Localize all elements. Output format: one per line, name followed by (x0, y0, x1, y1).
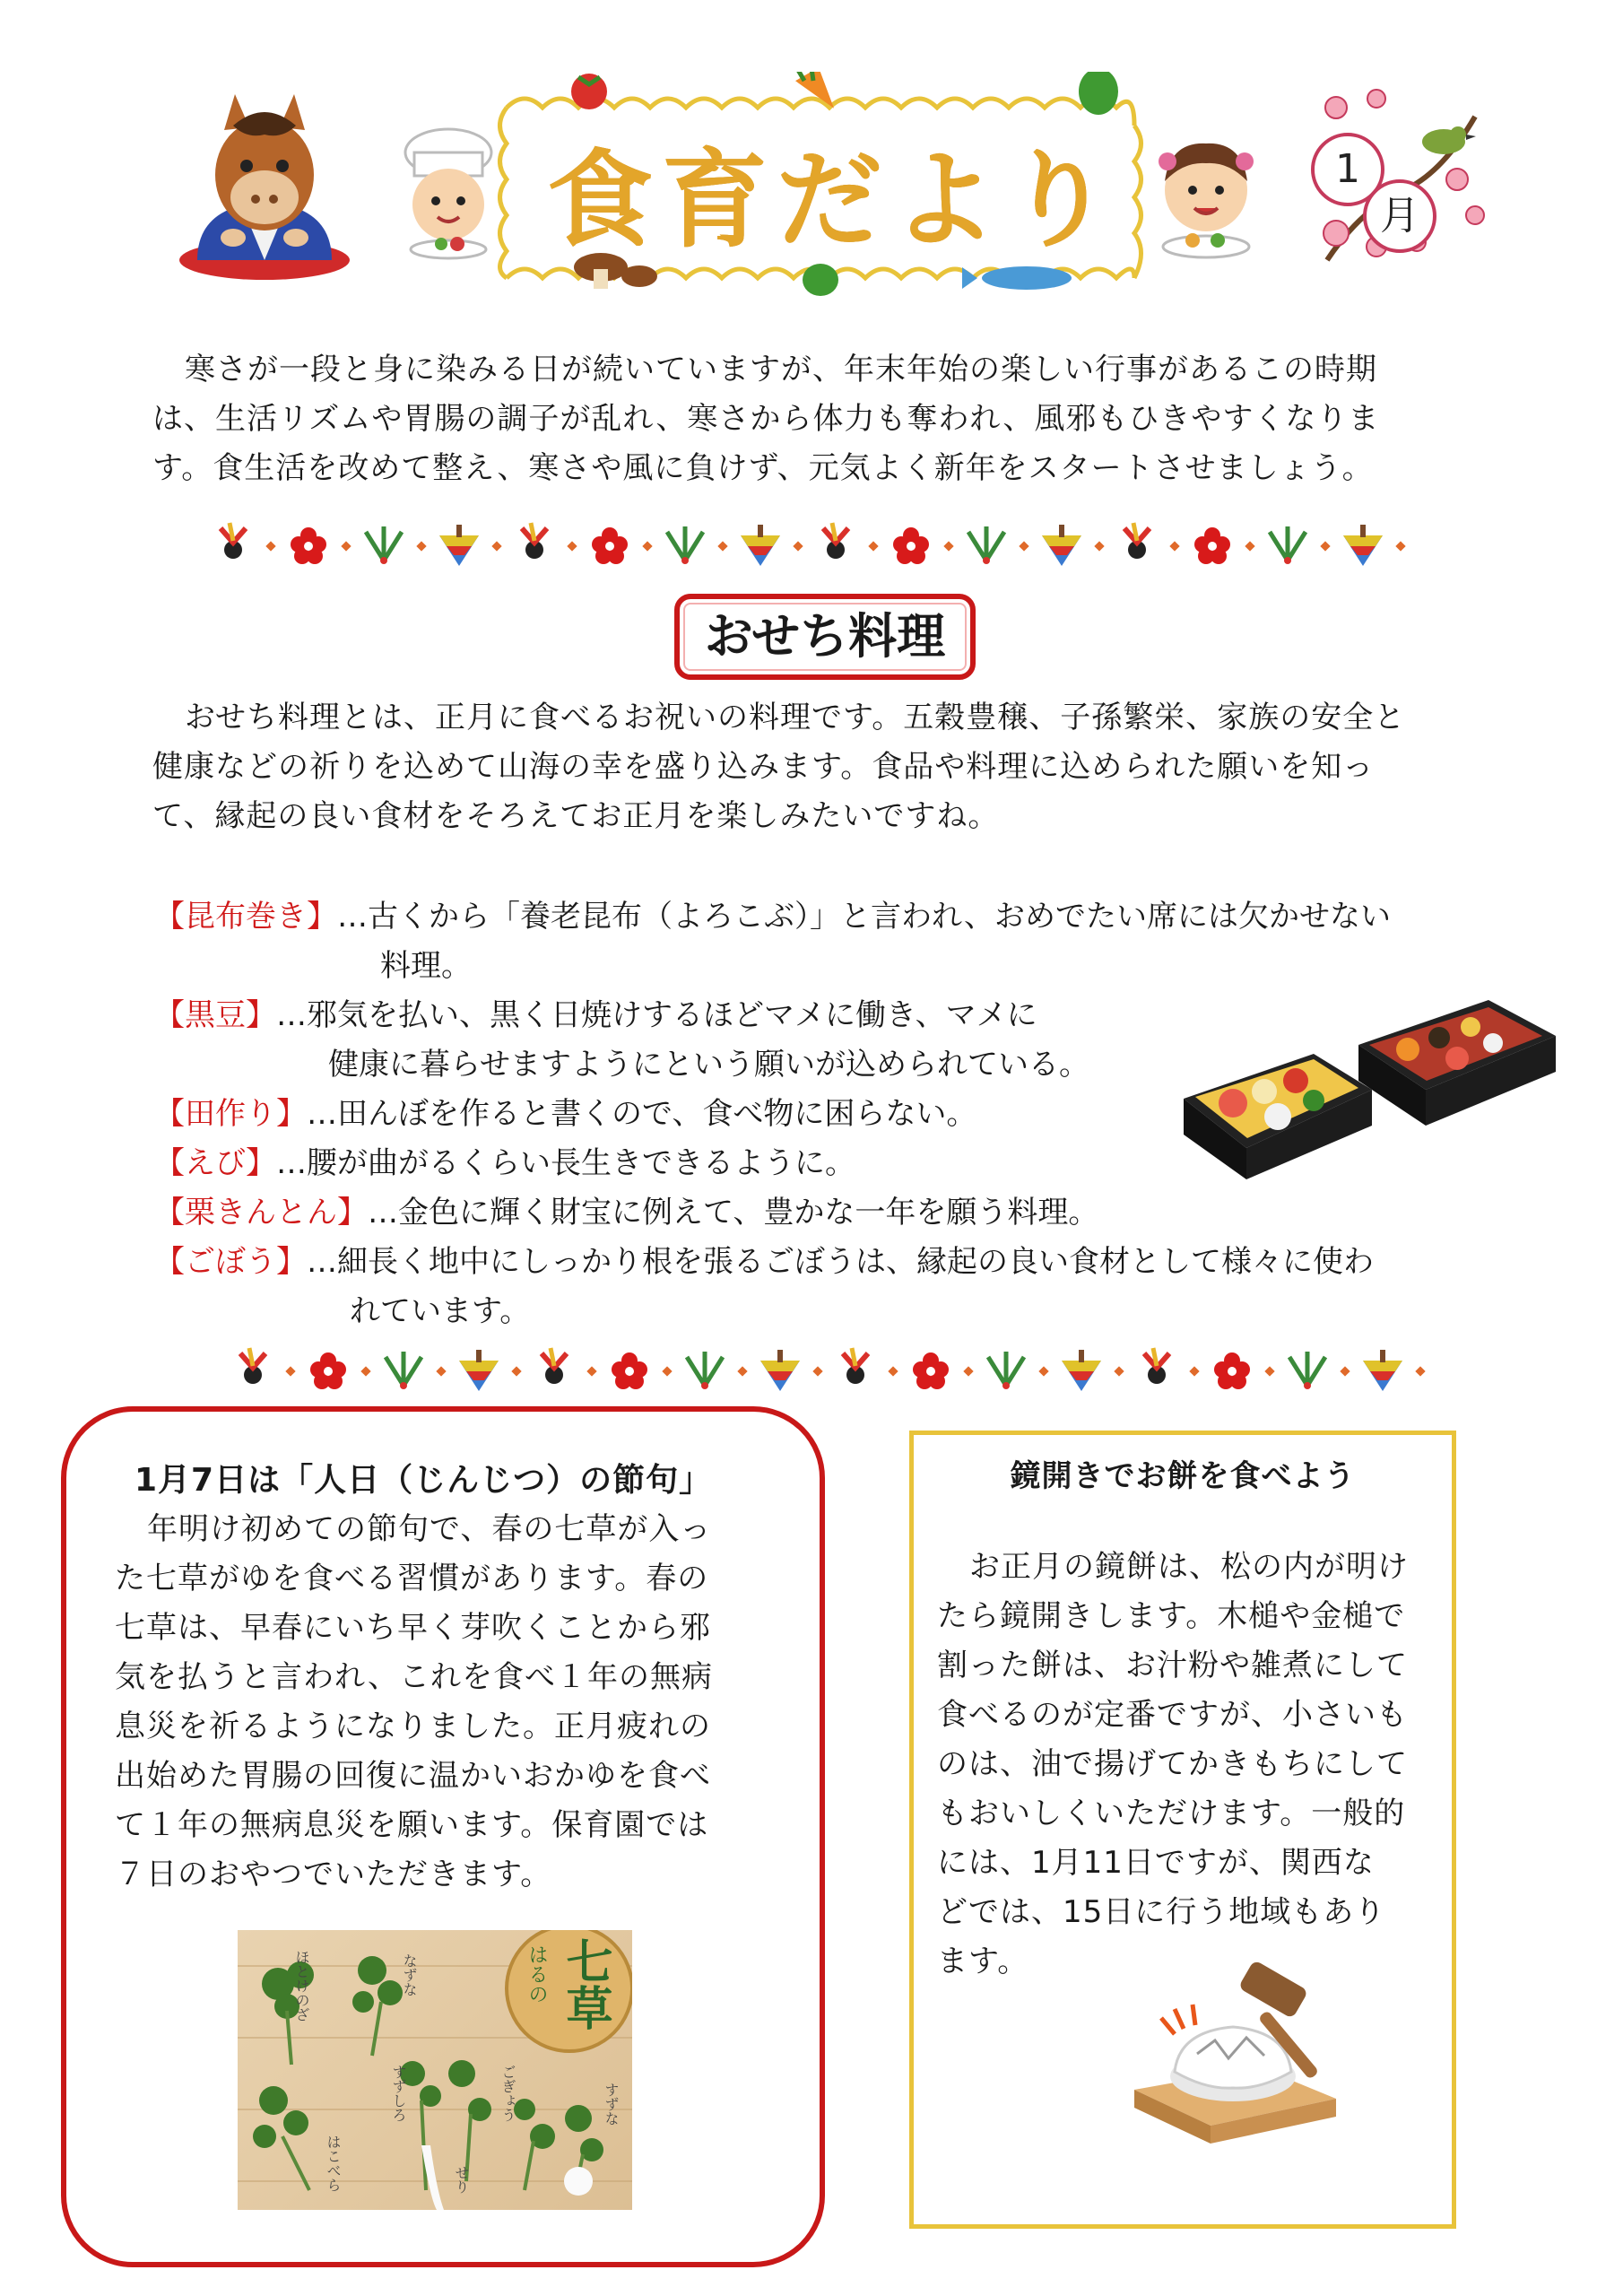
nanakusa-title: 七草 (558, 1937, 612, 2031)
newsletter-title: 食育だより (546, 138, 1121, 262)
osechi-heading: おせち料理 (674, 594, 976, 680)
new-year-garland (215, 516, 1417, 573)
list-item-continuation: 料理。 (380, 948, 472, 984)
list-item: 【黒豆】…邪気を払い、黒く日焼けするほどマメに働き、マメに (154, 997, 1037, 1033)
month-circle-char: 月 (1363, 179, 1436, 253)
header (0, 0, 1623, 314)
osechi-intro (152, 693, 1497, 841)
horse-illustration (170, 90, 359, 283)
list-item: 【栗きんとん】…金色に輝く財宝に例えて、豊かな一年を願う料理。 (154, 1195, 1099, 1231)
list-item: 【田作り】…田んぼを作ると書くので、食べ物に困らない。 (154, 1096, 977, 1132)
girl-illustration (1139, 126, 1273, 260)
list-item-continuation: 健康に暮らせますようにという願いが込められている。 (328, 1047, 1089, 1083)
nanakusa-illustration (238, 1930, 632, 2210)
osechi-box-illustration (1179, 991, 1565, 1188)
intro-line: は、生活リズムや胃腸の調子が乱れ、寒さから体力も奪われ、風邪もひきやすくなりま (152, 401, 1380, 437)
herb-label: ごぎょう (499, 2065, 516, 2122)
osechi-line: おせち料理とは、正月に食べるお祝いの料理です。五穀豊穣、子孫繁栄、家族の安全と (185, 700, 1406, 735)
intro-paragraph (152, 345, 1497, 493)
jinjitsu-title: 1月7日は「人日（じんじつ）の節句」 (135, 1462, 713, 1499)
list-item-continuation: れています。 (350, 1293, 531, 1329)
nanakusa-small-title: はるの (525, 1944, 548, 2004)
list-item: 【ごぼう】…細長く地中にしっかり根を張るごぼうは、縁起の良い食材として様々に使わ (154, 1244, 1374, 1280)
herb-label: なずな (401, 1953, 418, 1996)
osechi-line: 健康などの祈りを込めて山海の幸を盛り込みます。食品や料理に込められた願いを知っ (152, 749, 1375, 785)
intro-line: す。食生活を改めて整え、寒さや風に負けず、元気よく新年をスタートさせましょう。 (152, 450, 1374, 486)
herb-label: すずな (603, 2083, 620, 2126)
herb-label: せり (453, 2165, 470, 2194)
jinjitsu-text: 年明け初めての節句で、春の七草が入っ た七草がゆを食べる習慣があります。春の 七草は、早春にいち早く芽吹くことから邪 気を払うと言われ、これを食べ１年の無病 息災を祈るようになりました。正月疲れの 出始めた胃腸の回復に温かいおかゆを食べ て１年の無病息災を願います。保育園では ７日のおやつでいただきます。 (115, 1511, 714, 1892)
herb-label: はこべら (325, 2135, 342, 2192)
herb-label: ほとけのざ (293, 1950, 310, 2022)
month-circle-number: 1 (1311, 133, 1384, 206)
intro-line: 寒さが一段と身に染みる日が続いていますが、年末年始の楽しい行事があるこの時期 (185, 352, 1377, 387)
list-item: 【昆布巻き】…古くから「養老昆布（よろこぶ）」と言われ、おめでたい席には欠かせない (154, 899, 1392, 935)
kagami-title: 鏡開きでお餅を食べよう (1010, 1458, 1356, 1494)
kagami-mochi-illustration (1125, 1955, 1350, 2148)
list-item: 【えび】…腰が曲がるくらい長生きできるように。 (154, 1145, 855, 1181)
osechi-line: て、縁起の良い食材をそろえてお正月を楽しみたいですね。 (152, 798, 1000, 834)
herb-label: すずしろ (390, 2065, 407, 2122)
kagami-text: お正月の鏡餅は、松の内が明け たら鏡開きします。木槌や金槌で 割った餅は、お汁粉や雑煮にして 食べるのが定番ですが、小さいも のは、油で揚げてかきもちにして もおいしくいただけます。一般的 には、1月11日ですが、関西な どでは、15日に行う地域もあり ます。 (937, 1549, 1409, 1979)
new-year-garland (235, 1341, 1436, 1398)
